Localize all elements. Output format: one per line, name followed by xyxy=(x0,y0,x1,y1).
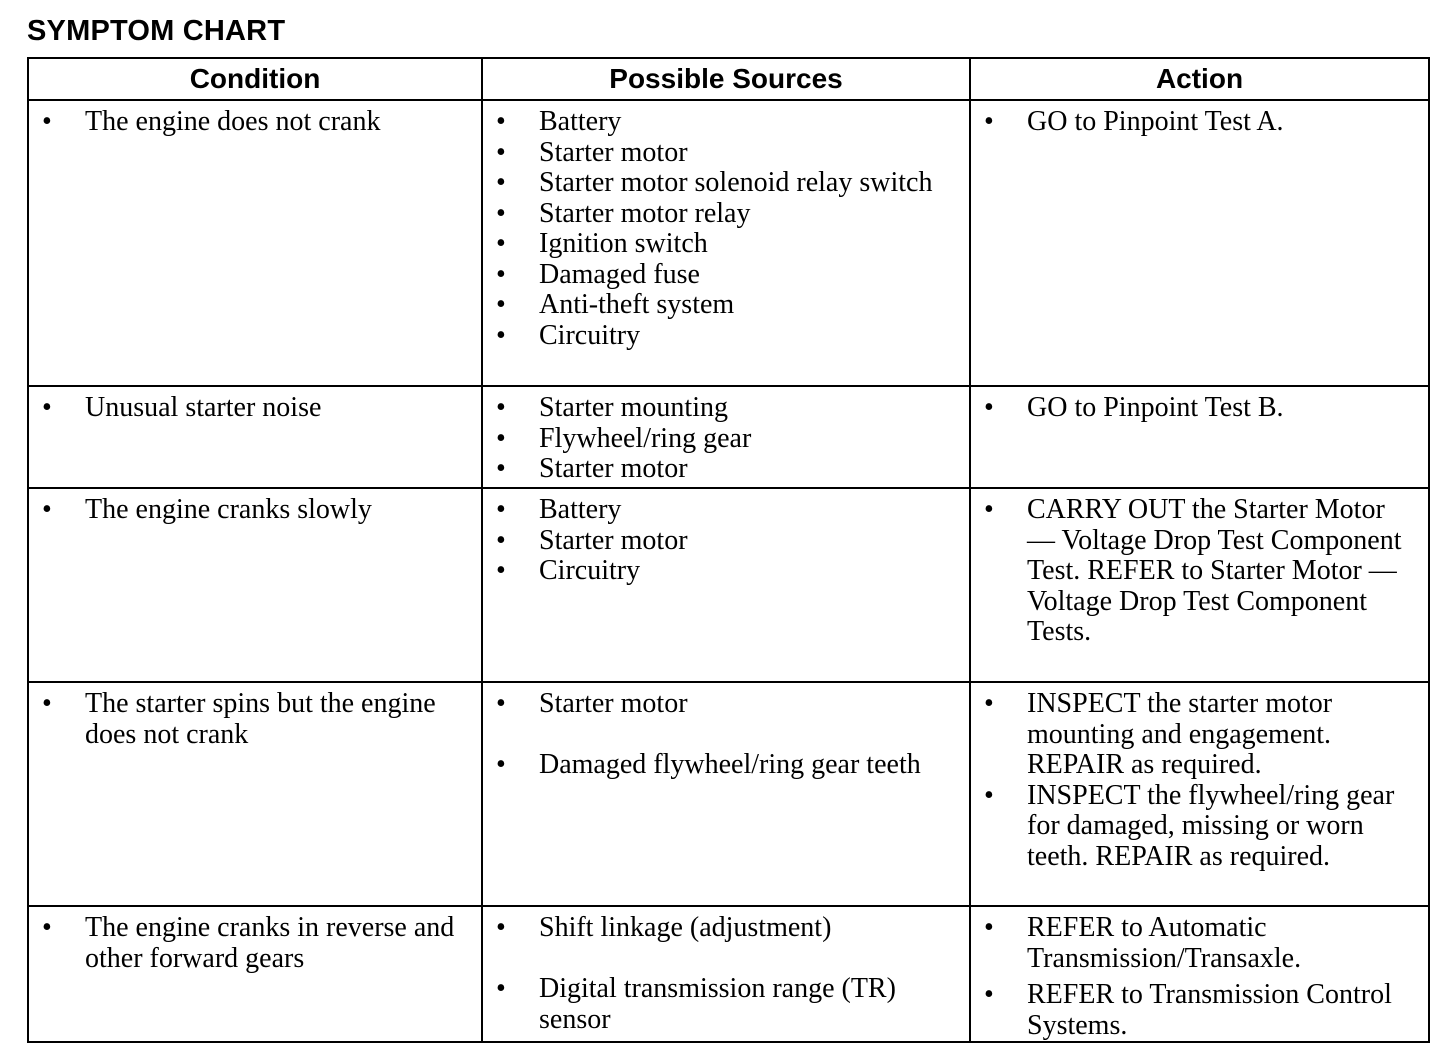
action-cell xyxy=(970,682,1429,906)
action-item: • INSPECT the flywheel/ring gear for damaged, missing or worn teeth. REPAIR as required. xyxy=(971,781,1408,873)
action-header: Action xyxy=(970,58,1429,100)
table-row xyxy=(28,682,1429,906)
action-cell xyxy=(970,100,1429,386)
action-item: • GO to Pinpoint Test B. xyxy=(971,393,1408,424)
table-row xyxy=(28,386,1429,488)
possible-sources-header: Possible Sources xyxy=(482,58,970,100)
sources-cell xyxy=(482,386,970,488)
sources-cell xyxy=(482,906,970,1042)
source-item: • Battery xyxy=(483,107,949,138)
symptom-chart-table xyxy=(27,57,1430,1043)
condition-item: • The starter spins but the engine does not crank xyxy=(29,689,461,750)
source-item: • Starter motor xyxy=(483,454,949,485)
condition-cell xyxy=(28,488,482,682)
source-item: • Digital transmission range (TR) sensor xyxy=(483,974,949,1035)
action-item: • REFER to Transmission Control Systems. xyxy=(971,980,1408,1041)
page-title: SYMPTOM CHART xyxy=(27,15,286,47)
action-cell xyxy=(970,488,1429,682)
condition-cell xyxy=(28,906,482,1042)
condition-cell xyxy=(28,682,482,906)
sources-cell xyxy=(482,682,970,906)
condition-item: • Unusual starter noise xyxy=(29,393,461,424)
condition-header: Condition xyxy=(28,58,482,100)
source-item: • Damaged flywheel/ring gear teeth xyxy=(483,750,949,781)
source-item: • Anti-theft system xyxy=(483,290,949,321)
source-item: • Starter motor xyxy=(483,689,949,720)
source-item: • Starter mounting xyxy=(483,393,949,424)
sources-cell xyxy=(482,488,970,682)
condition-item: • The engine cranks slowly xyxy=(29,495,461,526)
source-item: • Circuitry xyxy=(483,556,949,587)
action-item: • GO to Pinpoint Test A. xyxy=(971,107,1408,138)
source-item: • Shift linkage (adjustment) xyxy=(483,913,949,944)
source-item: • Circuitry xyxy=(483,321,949,352)
condition-cell xyxy=(28,100,482,386)
source-item: • Starter motor solenoid relay switch xyxy=(483,168,949,199)
condition-item: • The engine cranks in reverse and other forward gears xyxy=(29,913,461,974)
action-item: • REFER to Automatic Transmission/Transaxle. xyxy=(971,913,1408,974)
source-item: • Starter motor relay xyxy=(483,199,949,230)
source-item: • Starter motor xyxy=(483,138,949,169)
source-item: • Ignition switch xyxy=(483,229,949,260)
action-cell xyxy=(970,906,1429,1042)
source-item: • Battery xyxy=(483,495,949,526)
condition-item: • The engine does not crank xyxy=(29,107,461,138)
action-item: • CARRY OUT the Starter Motor — Voltage Drop Test Component Test. REFER to Starter Motor — Voltage Drop Test Component Tests. xyxy=(971,495,1408,648)
condition-cell xyxy=(28,386,482,488)
table-row xyxy=(28,906,1429,1042)
source-item: • Damaged fuse xyxy=(483,260,949,291)
table-header-row xyxy=(28,58,1429,100)
source-item: • Flywheel/ring gear xyxy=(483,424,949,455)
table-row xyxy=(28,100,1429,386)
table-row xyxy=(28,488,1429,682)
action-item: • INSPECT the starter motor mounting and engagement. REPAIR as required. xyxy=(971,689,1408,781)
source-item: • Starter motor xyxy=(483,526,949,557)
action-cell xyxy=(970,386,1429,488)
sources-cell xyxy=(482,100,970,386)
